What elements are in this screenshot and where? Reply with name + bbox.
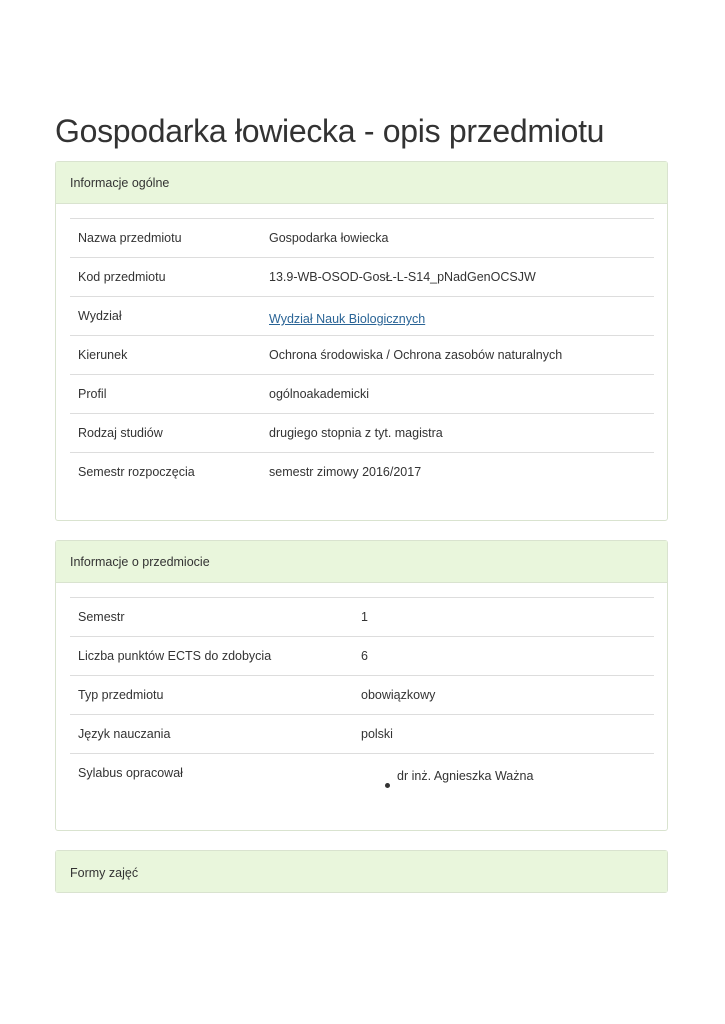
table-row	[70, 218, 654, 257]
page-title: Gospodarka łowiecka - opis przedmiotu	[55, 113, 605, 149]
row-label: Nazwa przedmiotu	[78, 231, 182, 245]
row-label: Sylabus opracował	[78, 766, 183, 780]
row-label: Semestr	[78, 610, 125, 624]
course-info-heading: Informacje o przedmiocie	[56, 541, 667, 583]
general-info-table	[70, 218, 654, 491]
table-row	[70, 413, 654, 452]
row-label: Profil	[78, 387, 107, 401]
row-label: Semestr rozpoczęcia	[78, 465, 195, 479]
table-row	[70, 714, 654, 753]
table-row	[70, 597, 654, 636]
row-value: polski	[361, 727, 393, 741]
list-item	[361, 769, 533, 783]
table-row	[70, 452, 654, 491]
bullet-icon	[385, 783, 390, 788]
row-value: ogólnoakademicki	[269, 387, 370, 401]
row-value: drugiego stopnia z tyt. magistra	[269, 426, 443, 440]
row-label: Wydział	[78, 309, 122, 323]
row-label: Liczba punktów ECTS do zdobycia	[78, 649, 272, 663]
course-info-panel	[55, 540, 668, 831]
table-row	[70, 335, 654, 374]
course-info-table	[70, 597, 654, 792]
table-row	[70, 296, 654, 335]
table-row	[70, 374, 654, 413]
table-row	[70, 636, 654, 675]
table-row	[70, 753, 654, 792]
faculty-value	[269, 297, 425, 335]
row-value: 6	[361, 649, 368, 663]
row-label: Rodzaj studiów	[78, 426, 163, 440]
class-forms-panel	[55, 850, 668, 893]
row-label: Język nauczania	[78, 727, 171, 741]
row-value: Gospodarka łowiecka	[269, 231, 389, 245]
general-info-panel	[55, 161, 668, 521]
faculty-link[interactable]: Wydział Nauk Biologicznych	[269, 312, 426, 326]
syllabus-authors-list	[361, 754, 533, 792]
table-row	[70, 257, 654, 296]
table-row	[70, 675, 654, 714]
row-value: obowiązkowy	[361, 688, 436, 702]
row-value: semestr zimowy 2016/2017	[269, 465, 422, 479]
row-label: Kierunek	[78, 348, 128, 362]
row-value: 13.9-WB-OSOD-GosŁ-L-S14_pNadGenOCSJW	[269, 270, 536, 284]
author-name: dr inż. Agnieszka Ważna	[397, 769, 534, 783]
general-info-heading: Informacje ogólne	[56, 162, 667, 204]
row-value: 1	[361, 610, 368, 624]
class-forms-heading: Formy zajęć	[56, 851, 667, 892]
row-value: Ochrona środowiska / Ochrona zasobów naturalnych	[269, 348, 563, 362]
row-label: Kod przedmiotu	[78, 270, 166, 284]
row-label: Typ przedmiotu	[78, 688, 164, 702]
